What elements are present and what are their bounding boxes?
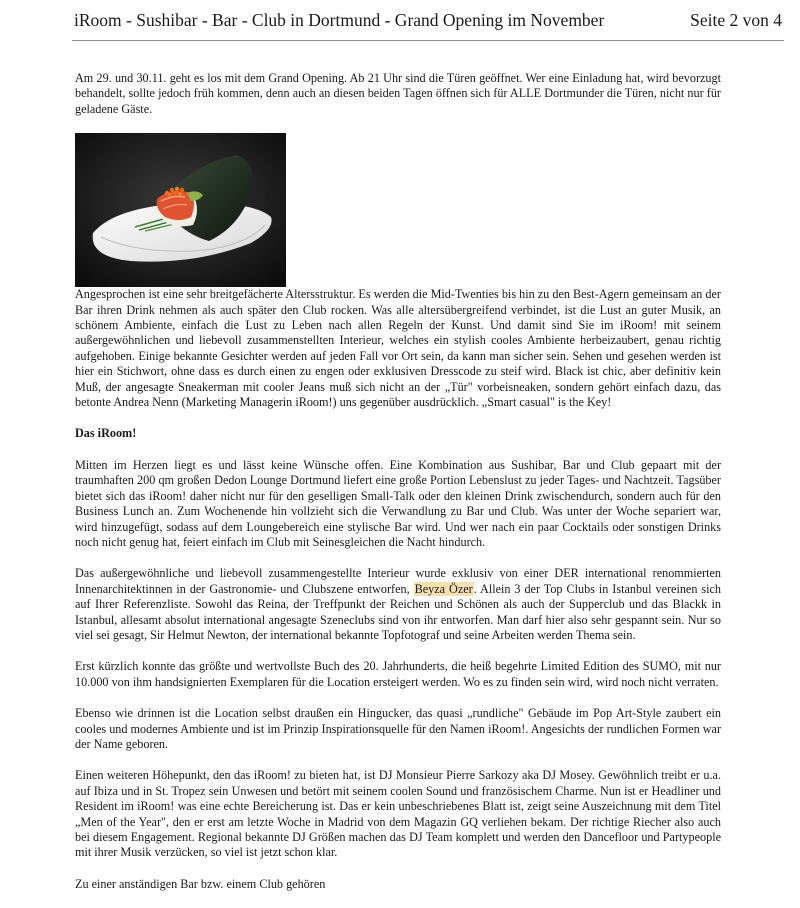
article-body bbox=[75, 71, 721, 908]
paragraph-gebaeude: Ebenso wie drinnen ist die Location selbst draußen ein Hingucker, das quasi „rundliche" Gebäude im Pop Art-Style zaubert ein cooles und modernes Ambiente und ist im Prinzip Inspirationsquelle für den Namen iRoom!. Angesichts der rundlichen Formen war der Name geboren. bbox=[75, 706, 721, 751]
paragraph-interieur-text-2: . Allein 3 der Top Clubs in Istanbul vereinen sich auf Ihrer Referenzliste. Sowohl das Reina, der Treffpunkt der Reichen und Schönen als auch der Supperclub und das Blackk in Istanbul, allesamt absolut international angesagte Szeneclubs sind von ihr entworfen. Man darf hier also sehr gespannt sein. Nur so viel sei gesagt, Sir Helmut Newton, der international bekannte Topfotograf und seine Arbeiten werden Thema sein. bbox=[75, 581, 722, 642]
paragraph-sumo-buch: Erst kürzlich konnte das größte und wertvollste Buch des 20. Jahrhunderts, die heiß begehrte Limited Edition des SUMO, mit nur 10.000 von ihm handsignierten Exemplaren für die Location ersteigert werden. Wo es zu finden sein wird, wird noch nicht verraten. bbox=[75, 659, 721, 689]
page-header bbox=[74, 10, 782, 36]
paragraph-konzept: Mitten im Herzen liegt es und lässt keine Wünsche offen. Eine Kombination aus Sushibar, Bar und Club gepaart mit der traumhaften 200 qm großen Dedon Lounge Dortmund liefert eine große Portion Lebenslust zu jeder Tages- und Nachtzeit. Tagsüber bietet sich das iRoom! daher nicht nur für den geselligen Small-Talk oder den kleinen Drink zwischendurch, sondern auch für den Business Lunch an. Zum Wochenende hin vollzieht sich die Verwandlung zu Bar und Club. Was unter der Woche separiert war, wird hinzugefügt, sodass auf dem Loungebereich eine stylische Bar wird. Und wer nach ein paar Cocktails oder sonstigen Drinks noch nicht genug hat, feiert einfach im Club mit Seinesgleichen die Nacht hindurch. bbox=[75, 457, 721, 549]
section-heading-das-iroom: Das iRoom! bbox=[75, 426, 137, 441]
paragraph-interieur-text-1: Das außergewöhnliche und liebevoll zusammengestellte Interieur wurde exklusiv von einer DER international renommierten Innenarchitektinnen in der Gastronomie- und Clubszene entworfen, bbox=[75, 566, 721, 596]
highlighted-designer-name: Beyza Özer bbox=[414, 581, 473, 596]
paragraph-interieur bbox=[75, 566, 721, 643]
paragraph-bar-club: Zu einer anständigen Bar bzw. einem Club gehören bbox=[75, 876, 326, 891]
paragraph-grand-opening: Am 29. und 30.11. geht es los mit dem Grand Opening. Ab 21 Uhr sind die Türen geöffnet. Wer eine Einladung hat, wird bevorzugt behandelt, sollte jedoch früh kommen, denn auch an diesen beiden Tagen öffnen sich für ALLE Dortmunder die Türen, nicht nur für geladene Gäste. bbox=[75, 71, 721, 116]
sushi-temaki-photo bbox=[75, 133, 286, 287]
header-divider bbox=[72, 40, 784, 41]
paragraph-dj: Einen weiteren Höhepunkt, den das iRoom! zu bieten hat, ist DJ Monsieur Pierre Sarkozy aka DJ Mosey. Gewöhnlich treibt er u.a. auf Ibiza und in St. Tropez sein Unwesen und betört mit seinem coolen Sound und französischem Charme. Nun ist er Headliner und Resident im iRoom! was eine echte Bereicherung ist. Das er kein unbeschriebenes Blatt ist, zeigt seine Auszeichnung mit dem Titel „Men of the Year", den er erst am letzte Woche in Madrid von dem Magazin GQ verliehen bekam. Der richtige Riecher also auch bei diesem Engagement. Regional bekannte DJ Größen machen das DJ Team komplett und werden den Dancefloor und Partypeople mit ihrer Musik verzücken, so viel ist jetzt schon klar. bbox=[75, 768, 721, 860]
document-title: iRoom - Sushibar - Bar - Club in Dortmund - Grand Opening im November bbox=[74, 10, 605, 30]
paragraph-zielgruppe: Angesprochen ist eine sehr breitgefächerte Altersstruktur. Es werden die Mid-Twenties bis hin zu den Best-Agern gemeinsam an der Bar ihren Drink nehmen als auch später den Club rocken. Was alle altersübergreifend verbindet, ist die Lust an guter Musik, an schönem Ambiente, einfach die Lust zu Leben nach allen Regeln der Kunst. Und damit sind Sie im iRoom! mit seinem außergewöhnlichen und liebevoll zusammenstellten Interieur, welches ein stylish cooles Ambiente herbeizaubert, genau richtig aufgehoben. Einige bekannte Gesichter werden auf jeden Fall vor Ort sein, da kann man sicher sein. Sehen und gesehen werden ist hier ein Stichwort, ohne dass es durch einen zu engen oder exklusiven Dresscode zu steif wird. Black ist chic, aber definitiv kein Muß, der angesagte Sneakerman mit cooler Jeans muß sich nicht an der „Tür" vorbeisneaken, sondern gehört einfach dazu, das betonte Andrea Nenn (Marketing Managerin iRoom!) uns gegenüber ausdrücklich. „Smart casual" is the Key! bbox=[75, 287, 721, 410]
sushi-temaki-illustration bbox=[75, 133, 286, 287]
page-indicator: Seite 2 von 4 bbox=[690, 10, 782, 30]
